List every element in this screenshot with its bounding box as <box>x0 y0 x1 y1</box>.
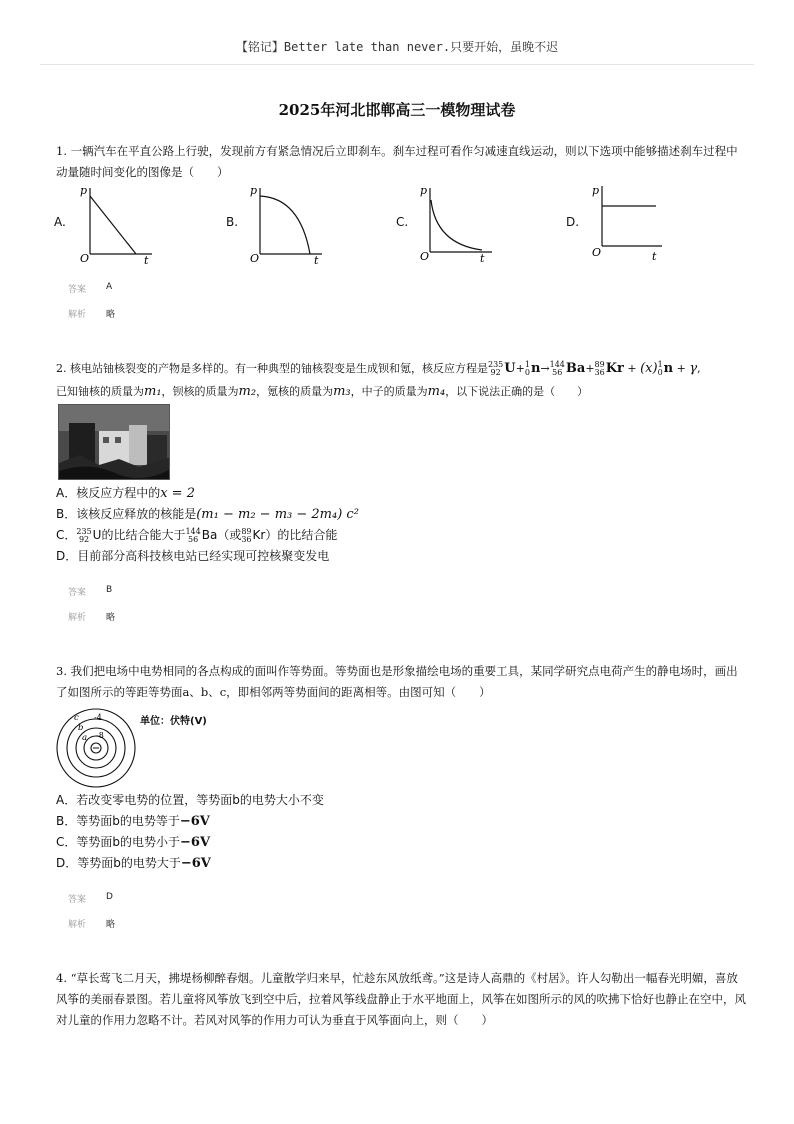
q1-analysis-value: 略 <box>106 310 116 320</box>
q2-answer-label: 答案 <box>68 588 87 598</box>
question-3-stem: 我们把电场中电势相同的各点构成的面叫作等势面。等势面也是形象描绘电场的重要工具，某同学研究点电荷产生的静电场时，画出了如图所示的等距等势面a、b、c，即相邻两等势面间的距离相等。由图可知（ ） <box>56 664 738 699</box>
question-2-number: 2. <box>56 362 67 375</box>
q2-m2: m₂ <box>238 384 257 399</box>
q1-graph-a <box>78 182 158 266</box>
q3-analysis-label: 解析 <box>68 920 87 930</box>
question-3-text <box>56 661 746 703</box>
kr-atomic-number: 36 <box>594 368 605 377</box>
q3-option-c <box>56 833 210 852</box>
q1a-axis-t: t <box>144 254 149 266</box>
q1-answer-value: A <box>106 282 113 292</box>
q2c-ba-z: 56 <box>188 534 199 544</box>
q2c-u-z: 92 <box>78 534 90 544</box>
uranium-symbol: U <box>504 361 516 376</box>
q3-analysis-value: 略 <box>106 920 116 930</box>
q3-answer-value: D <box>106 892 113 902</box>
q1d-axis-p: p <box>592 184 600 197</box>
ba-mass-number: 144 <box>549 360 565 369</box>
q2-option-d: D．目前部分高科技核电站已经实现可控核聚变发电 <box>56 549 330 563</box>
question-4-text <box>56 968 746 1031</box>
nuclear-plant-image <box>59 405 170 480</box>
q2-stem-b5: ，以下说法正确的是（ ） <box>445 385 589 398</box>
q2-option-a <box>56 484 195 503</box>
q2-m1: m₁ <box>144 384 162 399</box>
krypton-symbol: Kr <box>605 361 624 376</box>
question-3-number: 3. <box>56 664 67 678</box>
q3-answer-row <box>68 892 113 905</box>
q2-option-c-text-4: Kr）的比结合能 <box>252 528 338 542</box>
header-divider <box>40 64 754 65</box>
q3-option-d-text: D．等势面b的电势大于 <box>56 856 181 870</box>
q2-stem-b2: ，钡核的质量为 <box>161 385 239 398</box>
q1c-axis-p: p <box>420 184 428 197</box>
u-atomic-number: 92 <box>490 368 501 377</box>
q1c-origin: O <box>420 250 430 263</box>
q2-m3: m₃ <box>333 384 351 399</box>
q2-answer-row <box>68 585 113 598</box>
q3-option-b-math: −6V <box>179 814 210 829</box>
label-c: c <box>74 713 79 723</box>
q3-option-d <box>56 854 211 873</box>
q1b-axis-p: p <box>250 184 258 197</box>
u-mass-number: 235 <box>488 360 504 369</box>
q2-stem-b3: ，氪核的质量为 <box>256 385 334 398</box>
n2-atomic-number: 0 <box>657 368 663 377</box>
q1-option-c-label: C. <box>396 215 409 229</box>
label-a: a <box>82 733 88 743</box>
question-4-number: 4. <box>56 971 67 985</box>
q2-stem-b4: ，中子的质量为 <box>350 385 428 398</box>
q3-answer-label: 答案 <box>68 895 87 905</box>
q3-option-c-text: C．等势面b的电势小于 <box>56 835 180 849</box>
q1b-origin: O <box>250 252 260 265</box>
question-1-number: 1. <box>56 144 67 158</box>
n-atomic-number: 0 <box>524 368 530 377</box>
ba-atomic-number: 56 <box>552 368 563 377</box>
q2-option-c <box>56 526 337 544</box>
q2-answer-value: B <box>106 585 113 595</box>
label-minus-4: -4 <box>94 713 102 722</box>
q1-graph-b <box>248 182 328 266</box>
q1-answer-row <box>68 282 113 295</box>
barium-symbol: Ba <box>565 361 586 376</box>
q2-option-c-text-3: Ba（或 <box>201 528 242 542</box>
q3-option-a: A．若改变零电势的位置，等势面b的电势大小不变 <box>56 793 324 807</box>
q1-option-b-label: B. <box>226 215 239 229</box>
q1-graph-c <box>418 182 498 266</box>
q2-option-a-math: x = 2 <box>160 486 195 501</box>
q2-option-a-text: A．核反应方程中的 <box>56 486 161 500</box>
question-2-line-1: 2. 核电站铀核裂变的产物是多样的。有一种典型的铀核裂变是生成钡和氪，核反应方程是 235 92 U+ 1 0 n→ 144 56 Ba+ 89 36 Kr + (x) 1 0 n + γ, <box>56 360 701 377</box>
q3-option-c-math: −6V <box>180 835 211 850</box>
x-term: (x) <box>640 361 658 376</box>
nuclear-plant-photo <box>58 404 170 480</box>
q1-graph-d <box>590 182 670 266</box>
page-header: 【铭记】Better late than never.只要开始，虽晚不迟 <box>235 40 559 54</box>
question-2-stem-a: 核电站铀核裂变的产物是多样的。有一种典型的铀核裂变是生成钡和氪，核反应方程是 <box>70 362 488 375</box>
q2-option-c-prefix: C． <box>56 528 77 542</box>
q1-option-d-label: D. <box>566 215 580 229</box>
q2c-ba-mass: 144 <box>185 526 201 536</box>
question-1-stem: 一辆汽车在平直公路上行驶，发现前方有紧急情况后立即刹车。刹车过程可看作匀减速直线运动，则以下选项中能够描述刹车过程中动量随时间变化的图像是（ ） <box>56 144 738 179</box>
q2-option-b-text: B．该核反应释放的核能是 <box>56 507 197 521</box>
n2-mass-number: 1 <box>657 360 663 369</box>
q1-analysis-label: 解析 <box>68 310 87 320</box>
figure-unit-label: 单位：伏特(V) <box>140 716 207 727</box>
q1-option-a-label: A. <box>54 215 66 229</box>
label-b: b <box>78 723 84 733</box>
gamma-symbol: γ <box>689 361 698 376</box>
q2-option-c-text-2: U的比结合能大于 <box>92 528 186 542</box>
label-minus-8: -8 <box>96 731 104 740</box>
q3-analysis-row <box>68 917 116 930</box>
n-mass-number: 1 <box>524 360 530 369</box>
q1c-axis-t: t <box>480 252 485 265</box>
kr-mass-number: 89 <box>594 360 605 369</box>
question-1-text <box>56 141 746 183</box>
neutron-symbol: n <box>530 361 541 376</box>
q1a-origin: O <box>80 252 90 265</box>
q2c-u-mass: 235 <box>76 526 92 536</box>
q1b-axis-t: t <box>314 254 319 266</box>
q1-answer-label: 答案 <box>68 285 87 295</box>
q1-analysis-row <box>68 307 116 320</box>
page-title: 2025年河北邯郸高三一模物理试卷 <box>278 101 516 119</box>
q2-stem-b1: 已知铀核的质量为 <box>56 385 144 398</box>
q2-m4: m₄ <box>427 384 446 399</box>
q1a-axis-p: p <box>80 184 88 197</box>
q2-analysis-value: 略 <box>106 613 116 623</box>
q1d-origin: O <box>592 246 602 259</box>
q2c-kr-mass: 89 <box>241 526 252 536</box>
q2c-kr-z: 36 <box>241 534 252 544</box>
question-4-stem: “草长莺飞二月天，拂堤杨柳醉春烟。儿童散学归来早，忙趁东风放纸鸢。”这是诗人高鼎的《村居》。许人勾勒出一幅春光明媚，喜放风筝的美丽春景图。若儿童将风筝放飞到空中后，拉着风筝线盘静止于水平地面上，风筝在如图所示的风的吹拂下恰好也静止在空中，风对儿童的作用力忽略不计。若风对风筝的作用力可认为垂直于风筝面向上，则（ ） <box>56 971 746 1027</box>
q2-analysis-row <box>68 610 116 623</box>
q3-option-d-math: −6V <box>180 856 211 871</box>
question-2-line-2 <box>56 381 746 402</box>
q1d-axis-t: t <box>652 250 657 263</box>
q2-analysis-label: 解析 <box>68 613 87 623</box>
q2-option-b-math: (m₁ − m₂ − m₃ − 2m₄) c² <box>196 507 359 522</box>
q2-option-b <box>56 505 359 524</box>
q3-option-b-text: B．等势面b的电势等于 <box>56 814 180 828</box>
q3-option-b <box>56 812 210 831</box>
equipotential-figure <box>52 706 142 790</box>
neutron-symbol-2: n <box>663 361 674 376</box>
